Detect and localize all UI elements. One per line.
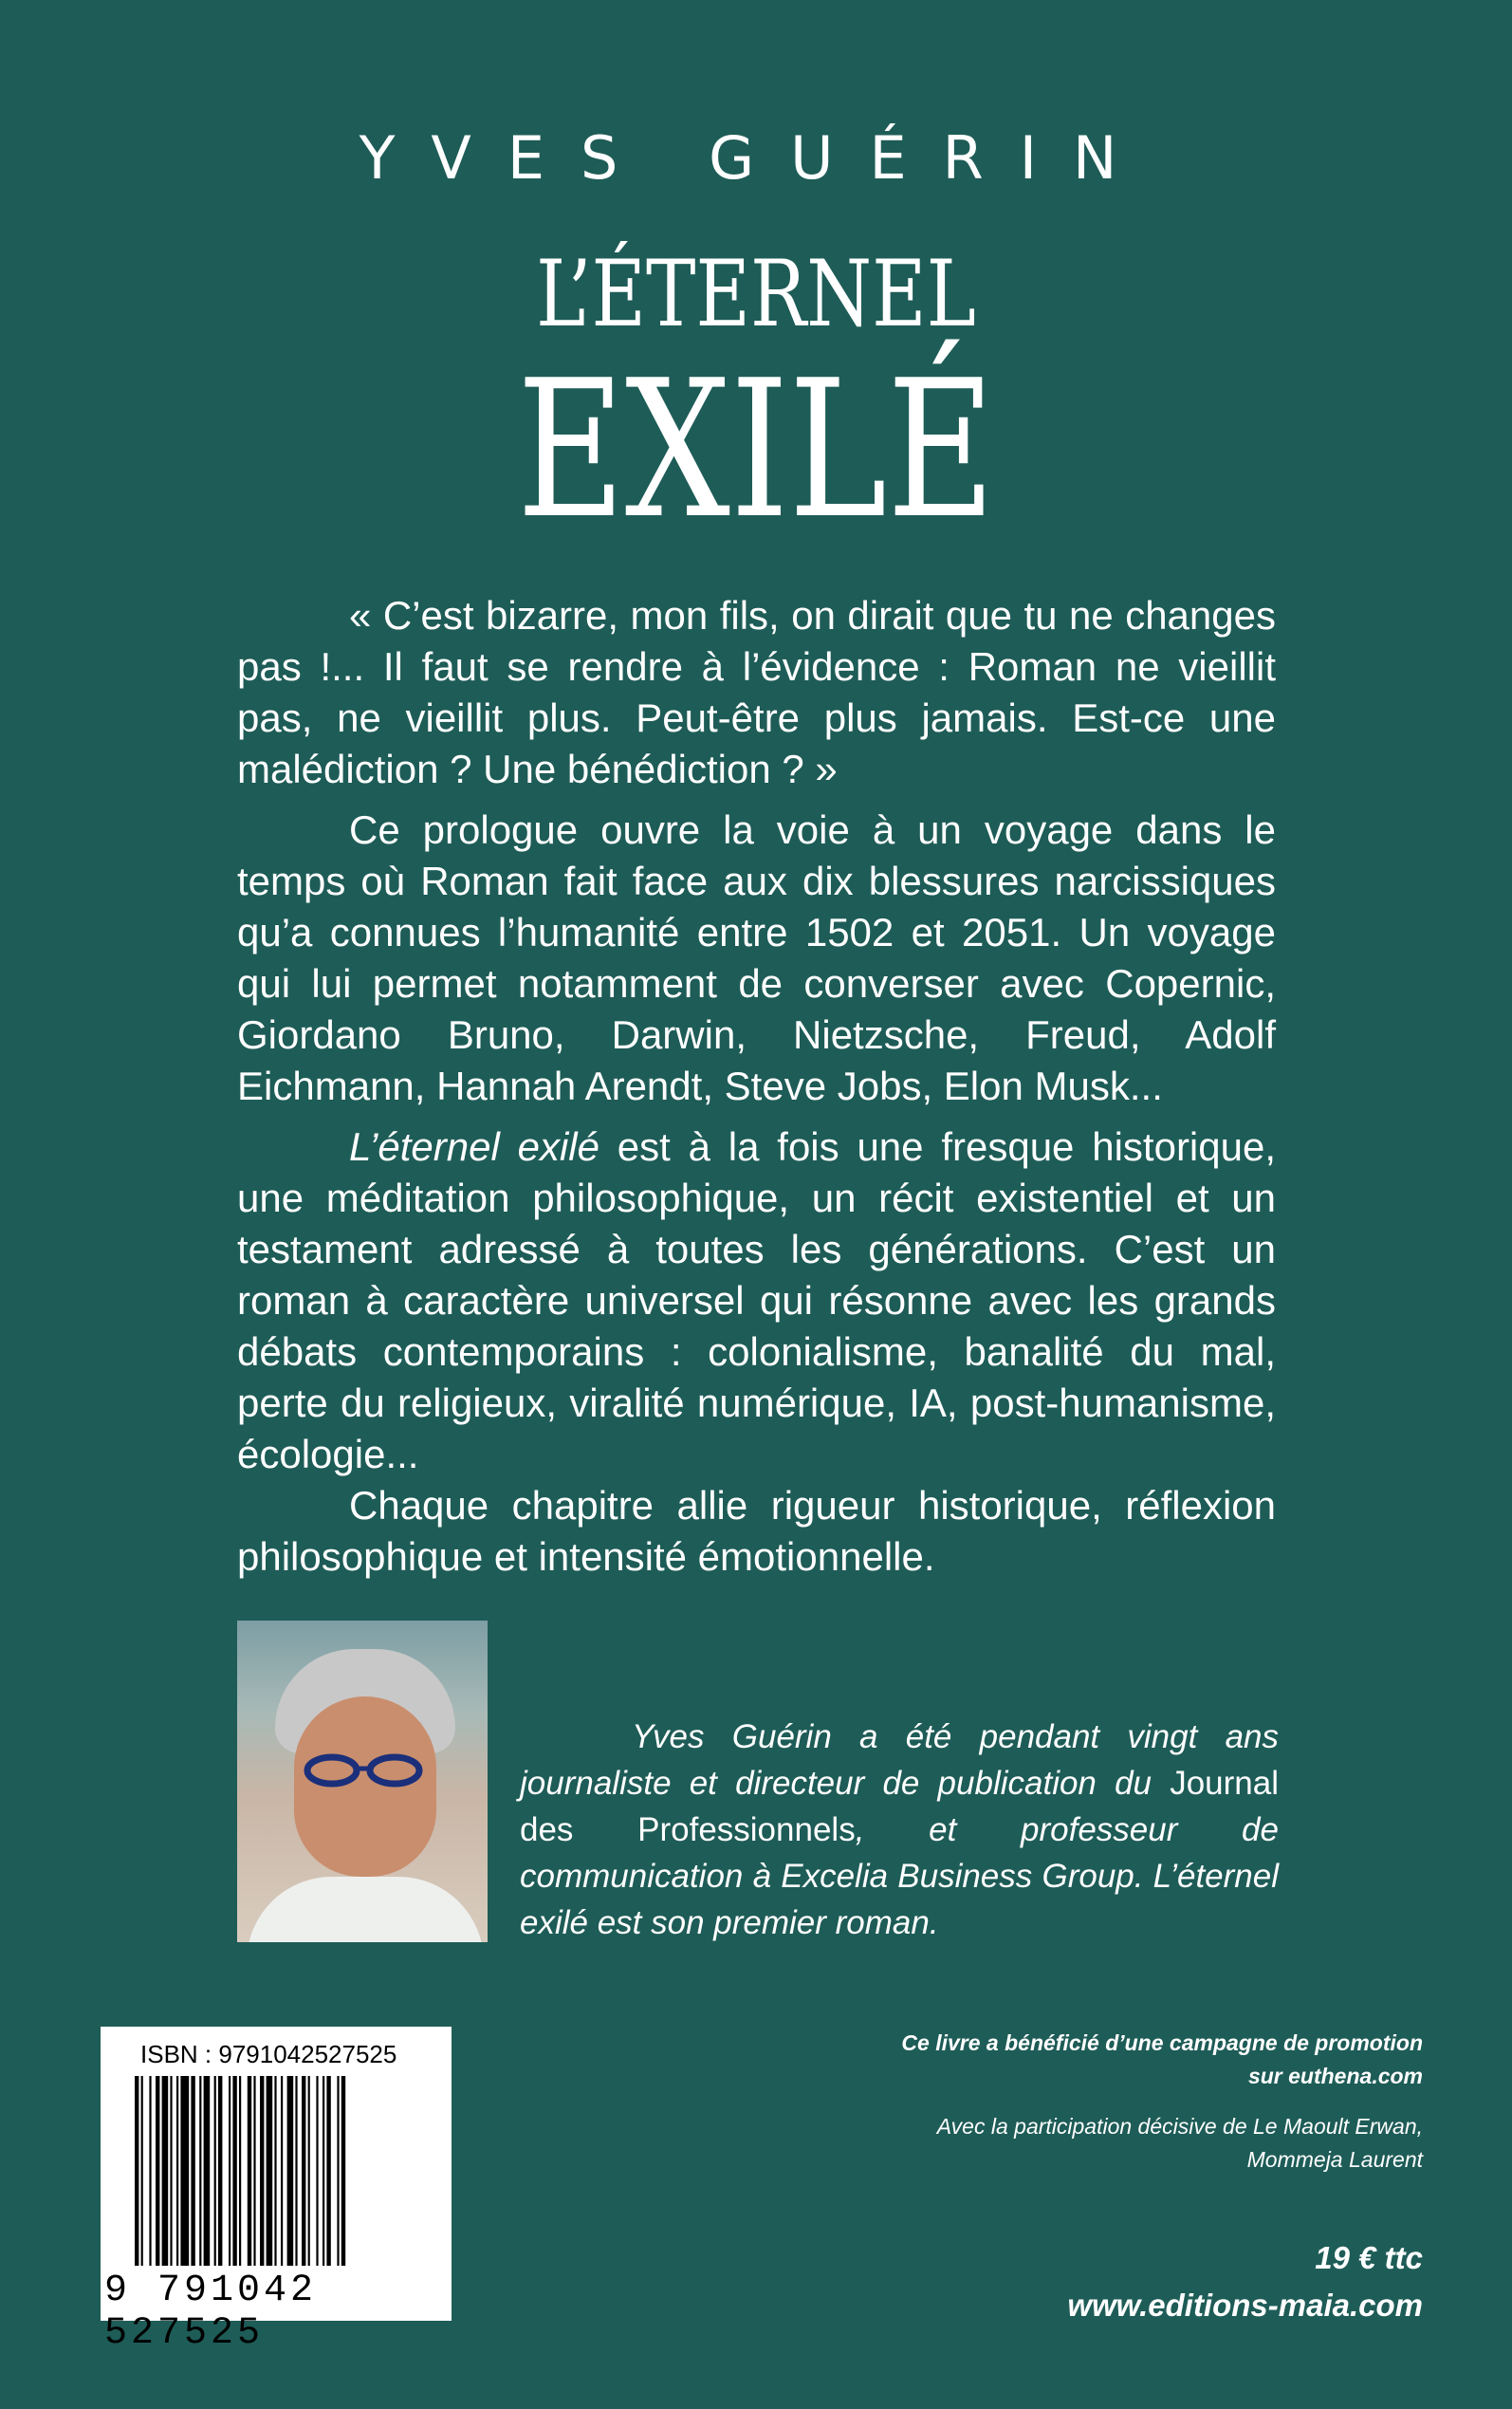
blurb-paragraph-2: Ce prologue ouvre la voie à un voyage dans le temps où Roman fait face aux dix blessures narcissiques qu’a connues l’humanité entre 1502 et 2051. Un voyage qui lui permet notamment de converser avec Copernic, Giordano Bruno, Darwin, Nietzsche, Freud, Adolf Eichmann, Hannah Arendt, Steve Jobs, Elon Musk... xyxy=(237,807,1276,1108)
promo-line-2: sur euthena.com xyxy=(1247,2064,1423,2088)
promo-line-1: Ce livre a bénéficié d’une campagne de promotion xyxy=(901,2030,1423,2055)
author-name: YVES GUÉRIN xyxy=(359,123,1153,193)
title-line-2: EXILÉ xyxy=(516,340,996,561)
price: 19 € ttc xyxy=(1315,2240,1423,2275)
promo-line-3: Avec la participation décisive de Le Maoult Erwan, xyxy=(936,2114,1423,2139)
blurb-paragraph-4: Chaque chapitre allie rigueur historique, réflexion philosophique et intensité émotionnelle. xyxy=(237,1483,1276,1579)
author-bio-text xyxy=(520,1714,1279,1946)
promo-line-4: Mommeja Laurent xyxy=(1246,2147,1423,2172)
publisher-website: www.editions-maia.com xyxy=(1067,2288,1423,2323)
blurb-book-title: L’éternel exilé xyxy=(349,1124,599,1169)
promotion-notice xyxy=(797,2027,1423,2177)
blurb-paragraph-3 xyxy=(237,1121,1276,1480)
glasses-icon xyxy=(302,1753,425,1788)
journal-name: Journal des Professionnels xyxy=(520,1765,1279,1848)
barcode-icon xyxy=(135,2076,419,2266)
bio-part-2: , et professeur de communication à Excelia Business Group. L’éternel exilé est son premier roman. xyxy=(520,1811,1279,1941)
blurb-paragraph-3-text: est à la fois une fresque historique, une méditation philosophique, un récit existentiel et un testament adressé à toutes les générations. C’est un roman à caractère universel qui résonne avec les grands débats contemporains : colonialisme, banalité du mal, perte du religieux, viralité numérique, IA, post-humanisme, écologie... xyxy=(237,1124,1276,1476)
back-cover-blurb xyxy=(237,590,1276,1583)
isbn-label: ISBN : 9791042527525 xyxy=(140,2040,397,2068)
bio-part-1: Yves Guérin a été pendant vingt ans journaliste et directeur de publication du xyxy=(520,1718,1279,1802)
barcode-digits: 9 791042 527525 xyxy=(104,2270,318,2355)
author-bio xyxy=(520,1714,1279,1946)
author-photo xyxy=(237,1621,488,1942)
barcode-panel xyxy=(101,2027,452,2355)
title-line-1: L’ÉTERNEL xyxy=(536,241,976,347)
blurb-quote: « C’est bizarre, mon fils, on dirait que tu ne changes pas !... Il faut se rendre à l’évidence : Roman ne vieillit pas, ne vieillit plus. Peut-être plus jamais. Est-ce une malédiction ? Une bénédiction ? » xyxy=(237,593,1276,791)
price-block xyxy=(797,2234,1423,2329)
